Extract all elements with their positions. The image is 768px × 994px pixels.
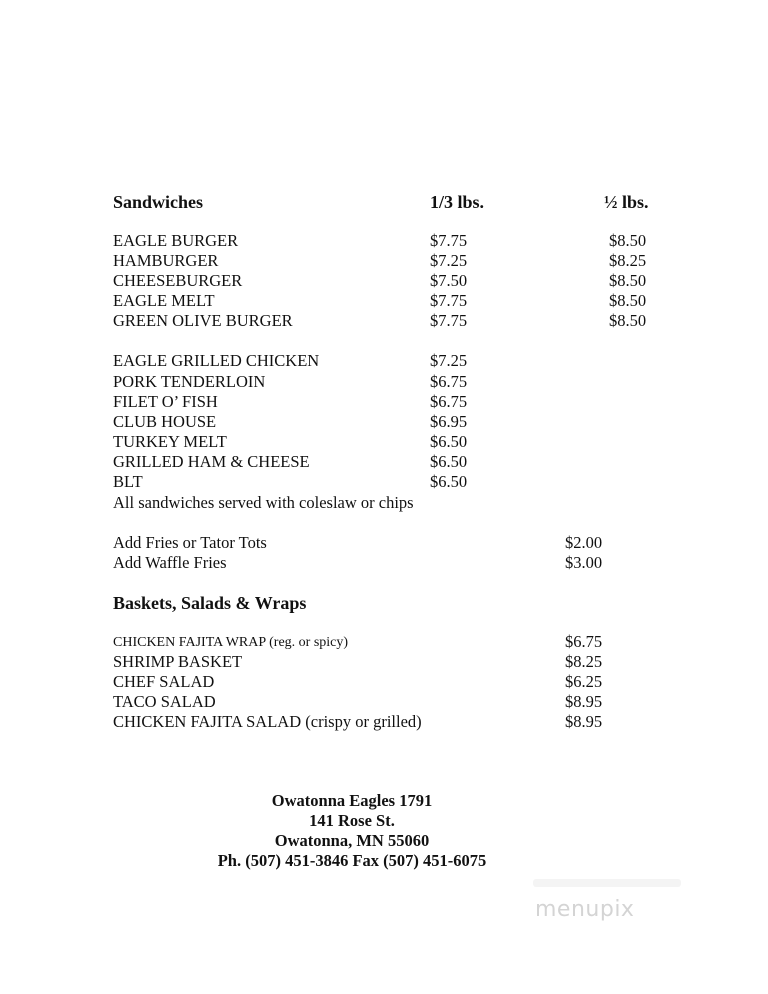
menu-item-price: $6.50 — [430, 432, 468, 451]
menu-item-price: $8.25 — [565, 652, 603, 671]
menu-item-name: SHRIMP BASKET — [113, 652, 243, 671]
menu-item-name: GREEN OLIVE BURGER — [113, 311, 293, 330]
phone-fax: Ph. (507) 451-3846 Fax (507) 451-6075 — [217, 851, 487, 870]
menu-item-price: $8.95 — [565, 712, 603, 731]
column-header-half-lb: ½ lbs. — [604, 192, 649, 212]
addon-price: $2.00 — [565, 533, 603, 552]
menu-item-detail: (reg. or spicy) — [265, 635, 349, 650]
menu-item-name: CHICKEN FAJITA SALAD — [113, 712, 302, 731]
watermark-bar — [533, 879, 681, 887]
menu-item-price-third: $7.50 — [430, 271, 468, 290]
menu-item-price-half: $8.25 — [609, 251, 647, 270]
menu-item-price: $6.75 — [430, 392, 468, 411]
menu-item-name: GRILLED HAM & CHEESE — [113, 452, 310, 471]
addon-price: $3.00 — [565, 553, 603, 572]
menu-item-price-third: $7.75 — [430, 291, 468, 310]
watermark-logo: menupix — [535, 897, 635, 922]
menu-item-price-half: $8.50 — [609, 291, 647, 310]
menu-item-price: $8.95 — [565, 692, 603, 711]
menu-item-price-half: $8.50 — [609, 231, 647, 250]
menu-item-name: CHEESEBURGER — [113, 271, 243, 290]
street-address: 141 Rose St. — [309, 811, 395, 830]
menu-item — [113, 633, 348, 653]
menu-item-name: EAGLE BURGER — [113, 231, 239, 250]
menu-item-price: $6.75 — [430, 372, 468, 391]
menu-item-name: PORK TENDERLOIN — [113, 372, 266, 391]
section-title-sandwiches: Sandwiches — [113, 192, 204, 212]
menu-item-name: FILET O’ FISH — [113, 392, 218, 411]
menu-item-price-third: $7.75 — [430, 231, 468, 250]
menu-item-price-third: $7.75 — [430, 311, 468, 330]
addon-name: Add Fries or Tator Tots — [113, 533, 267, 552]
menu-item-price: $6.95 — [430, 412, 468, 431]
menu-item — [113, 712, 422, 732]
menu-item-price: $6.50 — [430, 472, 468, 491]
menu-item-price-half: $8.50 — [609, 271, 647, 290]
menu-item-price-half: $8.50 — [609, 311, 647, 330]
city-state-zip: Owatonna, MN 55060 — [274, 831, 430, 850]
menu-item-name: EAGLE MELT — [113, 291, 215, 310]
menu-item-price: $7.25 — [430, 351, 468, 370]
menu-item-name: TURKEY MELT — [113, 432, 227, 451]
menu-item-price: $6.25 — [565, 672, 603, 691]
menu-item-name: HAMBURGER — [113, 251, 219, 270]
section-title-baskets: Baskets, Salads & Wraps — [113, 593, 307, 613]
business-name: Owatonna Eagles 1791 — [271, 791, 433, 810]
menu-item-name: TACO SALAD — [113, 692, 216, 711]
sandwich-note: All sandwiches served with coleslaw or chips — [113, 493, 414, 512]
menu-item-price-third: $7.25 — [430, 251, 468, 270]
menu-item-name: BLT — [113, 472, 143, 491]
column-header-third-lb: 1/3 lbs. — [430, 192, 485, 212]
menu-item-name: EAGLE GRILLED CHICKEN — [113, 351, 320, 370]
menu-item-detail: (crispy or grilled) — [301, 712, 422, 731]
menu-item-name: CLUB HOUSE — [113, 412, 217, 431]
menu-item-price: $6.50 — [430, 452, 468, 471]
menu-item-name: CHEF SALAD — [113, 672, 215, 691]
menu-item-price: $6.75 — [565, 632, 603, 651]
addon-name: Add Waffle Fries — [113, 553, 227, 572]
menu-item-name: CHICKEN FAJITA WRAP — [113, 635, 266, 650]
